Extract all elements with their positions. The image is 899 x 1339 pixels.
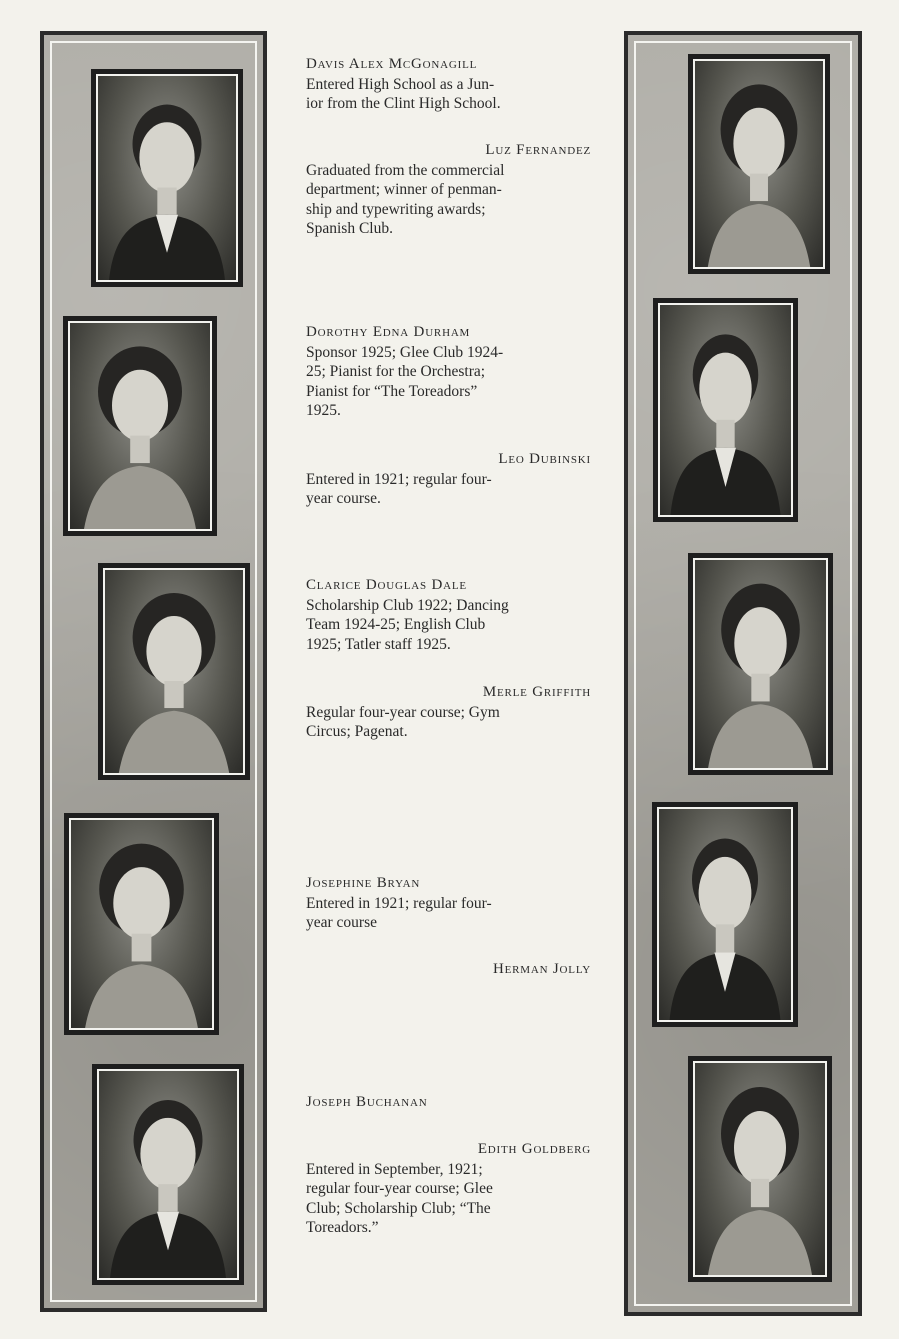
student-name: Leo Dubinski xyxy=(498,451,591,467)
biography-line: department; winner of penman- xyxy=(306,181,502,198)
portrait-silhouette xyxy=(695,560,826,768)
portrait-photo xyxy=(63,316,217,536)
biography-line: Circus; Pagenat. xyxy=(306,723,408,740)
portrait-photo xyxy=(688,1056,832,1282)
biography-entry xyxy=(306,960,591,980)
student-name: Clarice Douglas Dale xyxy=(306,577,467,593)
portrait-silhouette xyxy=(659,809,791,1020)
biography-line: Sponsor 1925; Glee Club 1924- xyxy=(306,343,504,361)
portrait-photo xyxy=(653,298,798,522)
portrait-silhouette xyxy=(660,305,791,515)
portrait-image xyxy=(657,807,793,1022)
portrait-silhouette xyxy=(71,820,212,1028)
portrait-image xyxy=(693,59,825,269)
portrait-image xyxy=(693,1061,827,1277)
biography-line: 25; Pianist for the Orchestra; xyxy=(306,363,486,380)
portrait-photo xyxy=(688,553,833,775)
portrait-silhouette xyxy=(105,570,243,773)
student-name: Merle Griffith xyxy=(482,684,591,700)
biography-line: Graduated from the commercial xyxy=(306,161,505,179)
biography-entry xyxy=(306,55,591,114)
biography-line: Pianist for “The Toreadors” xyxy=(306,382,478,400)
biography-line: year course. xyxy=(306,490,381,507)
biography-entry xyxy=(306,1140,591,1238)
biography-line: Spanish Club. xyxy=(306,220,393,237)
portrait-silhouette xyxy=(98,76,236,280)
biography-line: regular four-year course; Glee xyxy=(306,1180,493,1197)
portrait-image xyxy=(96,74,238,282)
portrait-image xyxy=(69,818,214,1030)
student-name: Joseph Buchanan xyxy=(306,1094,428,1110)
biography-line: Entered in 1921; regular four- xyxy=(306,470,492,488)
biography-entry xyxy=(306,141,591,239)
portrait-silhouette xyxy=(99,1071,237,1278)
portrait-image xyxy=(97,1069,239,1280)
biography-line: ior from the Clint High School. xyxy=(306,95,501,112)
portrait-silhouette xyxy=(695,61,823,267)
portrait-image xyxy=(693,558,828,770)
portrait-silhouette xyxy=(70,323,210,529)
portrait-image xyxy=(68,321,212,531)
portrait-image xyxy=(103,568,245,775)
student-name: Josephine Bryan xyxy=(306,875,421,891)
biography-line: 1925. xyxy=(306,402,341,419)
biography-line: Entered in 1921; regular four- xyxy=(306,894,492,912)
portrait-photo xyxy=(92,1064,244,1285)
biography-line: Toreadors.” xyxy=(306,1219,379,1236)
student-name: Dorothy Edna Durham xyxy=(306,324,471,340)
student-name: Edith Goldberg xyxy=(477,1141,591,1157)
portrait-photo xyxy=(688,54,830,274)
student-name: Luz Fernandez xyxy=(485,142,591,158)
portrait-photo xyxy=(652,802,798,1027)
biography-line: 1925; Tatler staff 1925. xyxy=(306,635,451,653)
biography-line: Entered in September, 1921; xyxy=(306,1160,483,1178)
biography-entry xyxy=(306,323,591,421)
biography-entry xyxy=(306,1093,591,1113)
portrait-image xyxy=(658,303,793,517)
biography-entry xyxy=(306,874,591,933)
biography-line: year course xyxy=(306,914,377,931)
portrait-silhouette xyxy=(695,1063,825,1275)
portrait-photo xyxy=(91,69,243,287)
biography-line: Club; Scholarship Club; “The xyxy=(306,1199,491,1217)
biography-entry xyxy=(306,576,591,654)
biography-line: Scholarship Club 1922; Dancing xyxy=(306,596,509,614)
biography-entry xyxy=(306,450,591,509)
student-name: Davis Alex McGonagill xyxy=(306,56,478,72)
student-name: Herman Jolly xyxy=(493,961,591,977)
biography-entry xyxy=(306,683,591,742)
biography-line: Team 1924-25; English Club xyxy=(306,616,486,633)
biography-line: Regular four-year course; Gym xyxy=(306,703,500,721)
portrait-photo xyxy=(64,813,219,1035)
biography-line: Entered High School as a Jun- xyxy=(306,75,495,93)
biography-line: ship and typewriting awards; xyxy=(306,200,486,218)
portrait-photo xyxy=(98,563,250,780)
